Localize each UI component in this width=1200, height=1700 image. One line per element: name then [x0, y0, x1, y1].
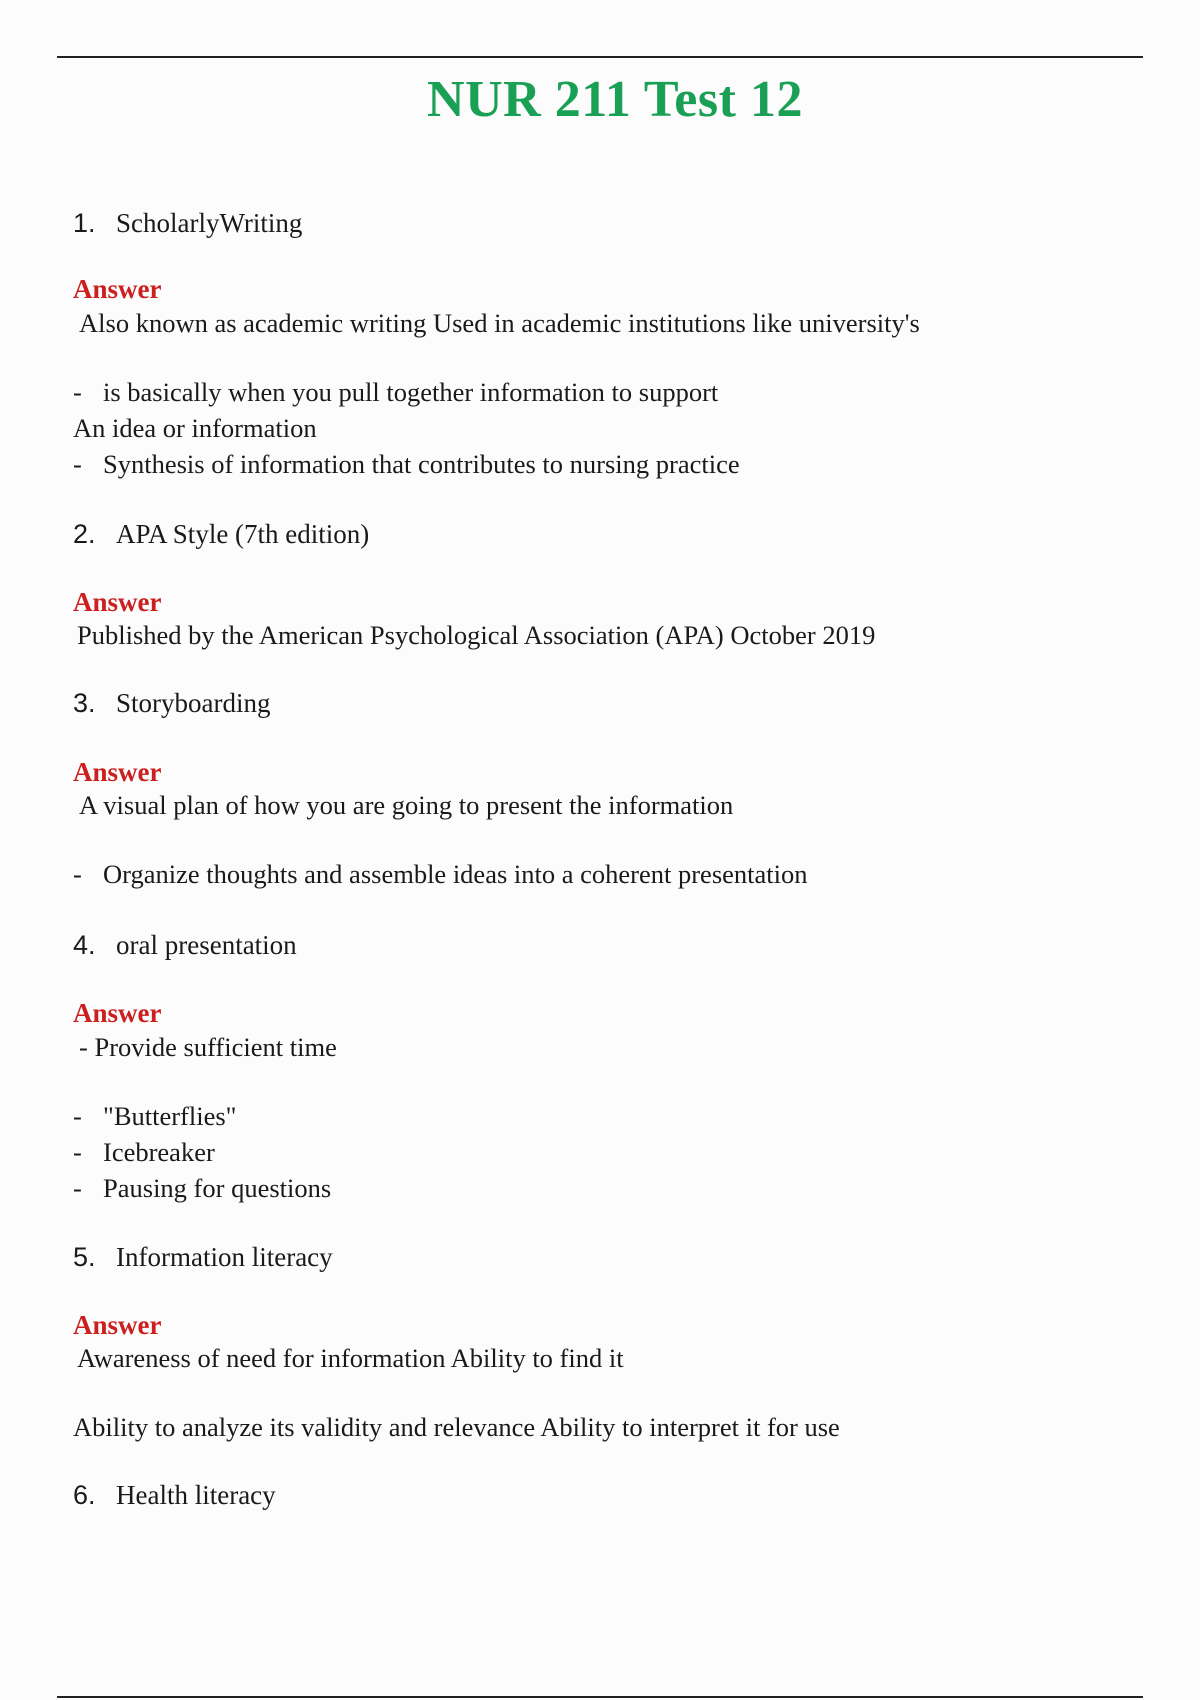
answer-label: Answer: [73, 587, 162, 617]
question-number: 3.: [73, 688, 96, 718]
answer-label: Answer: [73, 1310, 162, 1340]
question-number: 1.: [73, 208, 96, 238]
question-3: [73, 688, 271, 719]
question-term: ScholarlyWriting: [116, 208, 303, 238]
question-4: [73, 930, 297, 961]
answer-bullet: - Organize thoughts and assemble ideas into a coherent presentation: [73, 859, 808, 889]
answer-text: Ability to analyze its validity and relevance Ability to interpret it for use: [73, 1412, 840, 1442]
answer-label: Answer: [73, 274, 162, 304]
question-term: Storyboarding: [116, 688, 271, 718]
answer-bullet: - Pausing for questions: [73, 1173, 332, 1203]
answer-text: - Provide sufficient time: [79, 1032, 337, 1062]
question-1: [73, 208, 302, 239]
question-number: 4.: [73, 930, 96, 960]
answer-text: Published by the American Psychological Association (APA) October 2019: [77, 620, 876, 650]
top-rule: [57, 56, 1143, 58]
question-6: [73, 1480, 276, 1511]
question-2: [73, 519, 369, 550]
question-5: [73, 1242, 333, 1273]
answer-bullet: - is basically when you pull together information to support: [73, 377, 719, 407]
answer-bullet: - Synthesis of information that contributes to nursing practice: [73, 449, 740, 479]
answer-label: Answer: [73, 757, 162, 787]
answer-bullet: - "Butterflies": [73, 1101, 237, 1131]
answer-text: Awareness of need for information Ability to find it: [77, 1343, 624, 1373]
bottom-rule: [57, 1696, 1143, 1698]
answer-label: Answer: [73, 998, 162, 1028]
question-number: 5.: [73, 1242, 96, 1272]
question-term: oral presentation: [116, 930, 297, 960]
question-number: 2.: [73, 519, 96, 549]
question-term: APA Style (7th edition): [116, 519, 370, 549]
page-title: NUR 211 Test 12: [427, 71, 803, 128]
answer-bullet: - Icebreaker: [73, 1137, 215, 1167]
answer-text: Also known as academic writing Used in academic institutions like university's: [79, 308, 920, 338]
question-number: 6.: [73, 1480, 96, 1510]
answer-text: A visual plan of how you are going to present the information: [79, 790, 734, 820]
question-term: Health literacy: [116, 1480, 276, 1510]
question-term: Information literacy: [116, 1242, 333, 1272]
answer-text: An idea or information: [73, 413, 317, 443]
